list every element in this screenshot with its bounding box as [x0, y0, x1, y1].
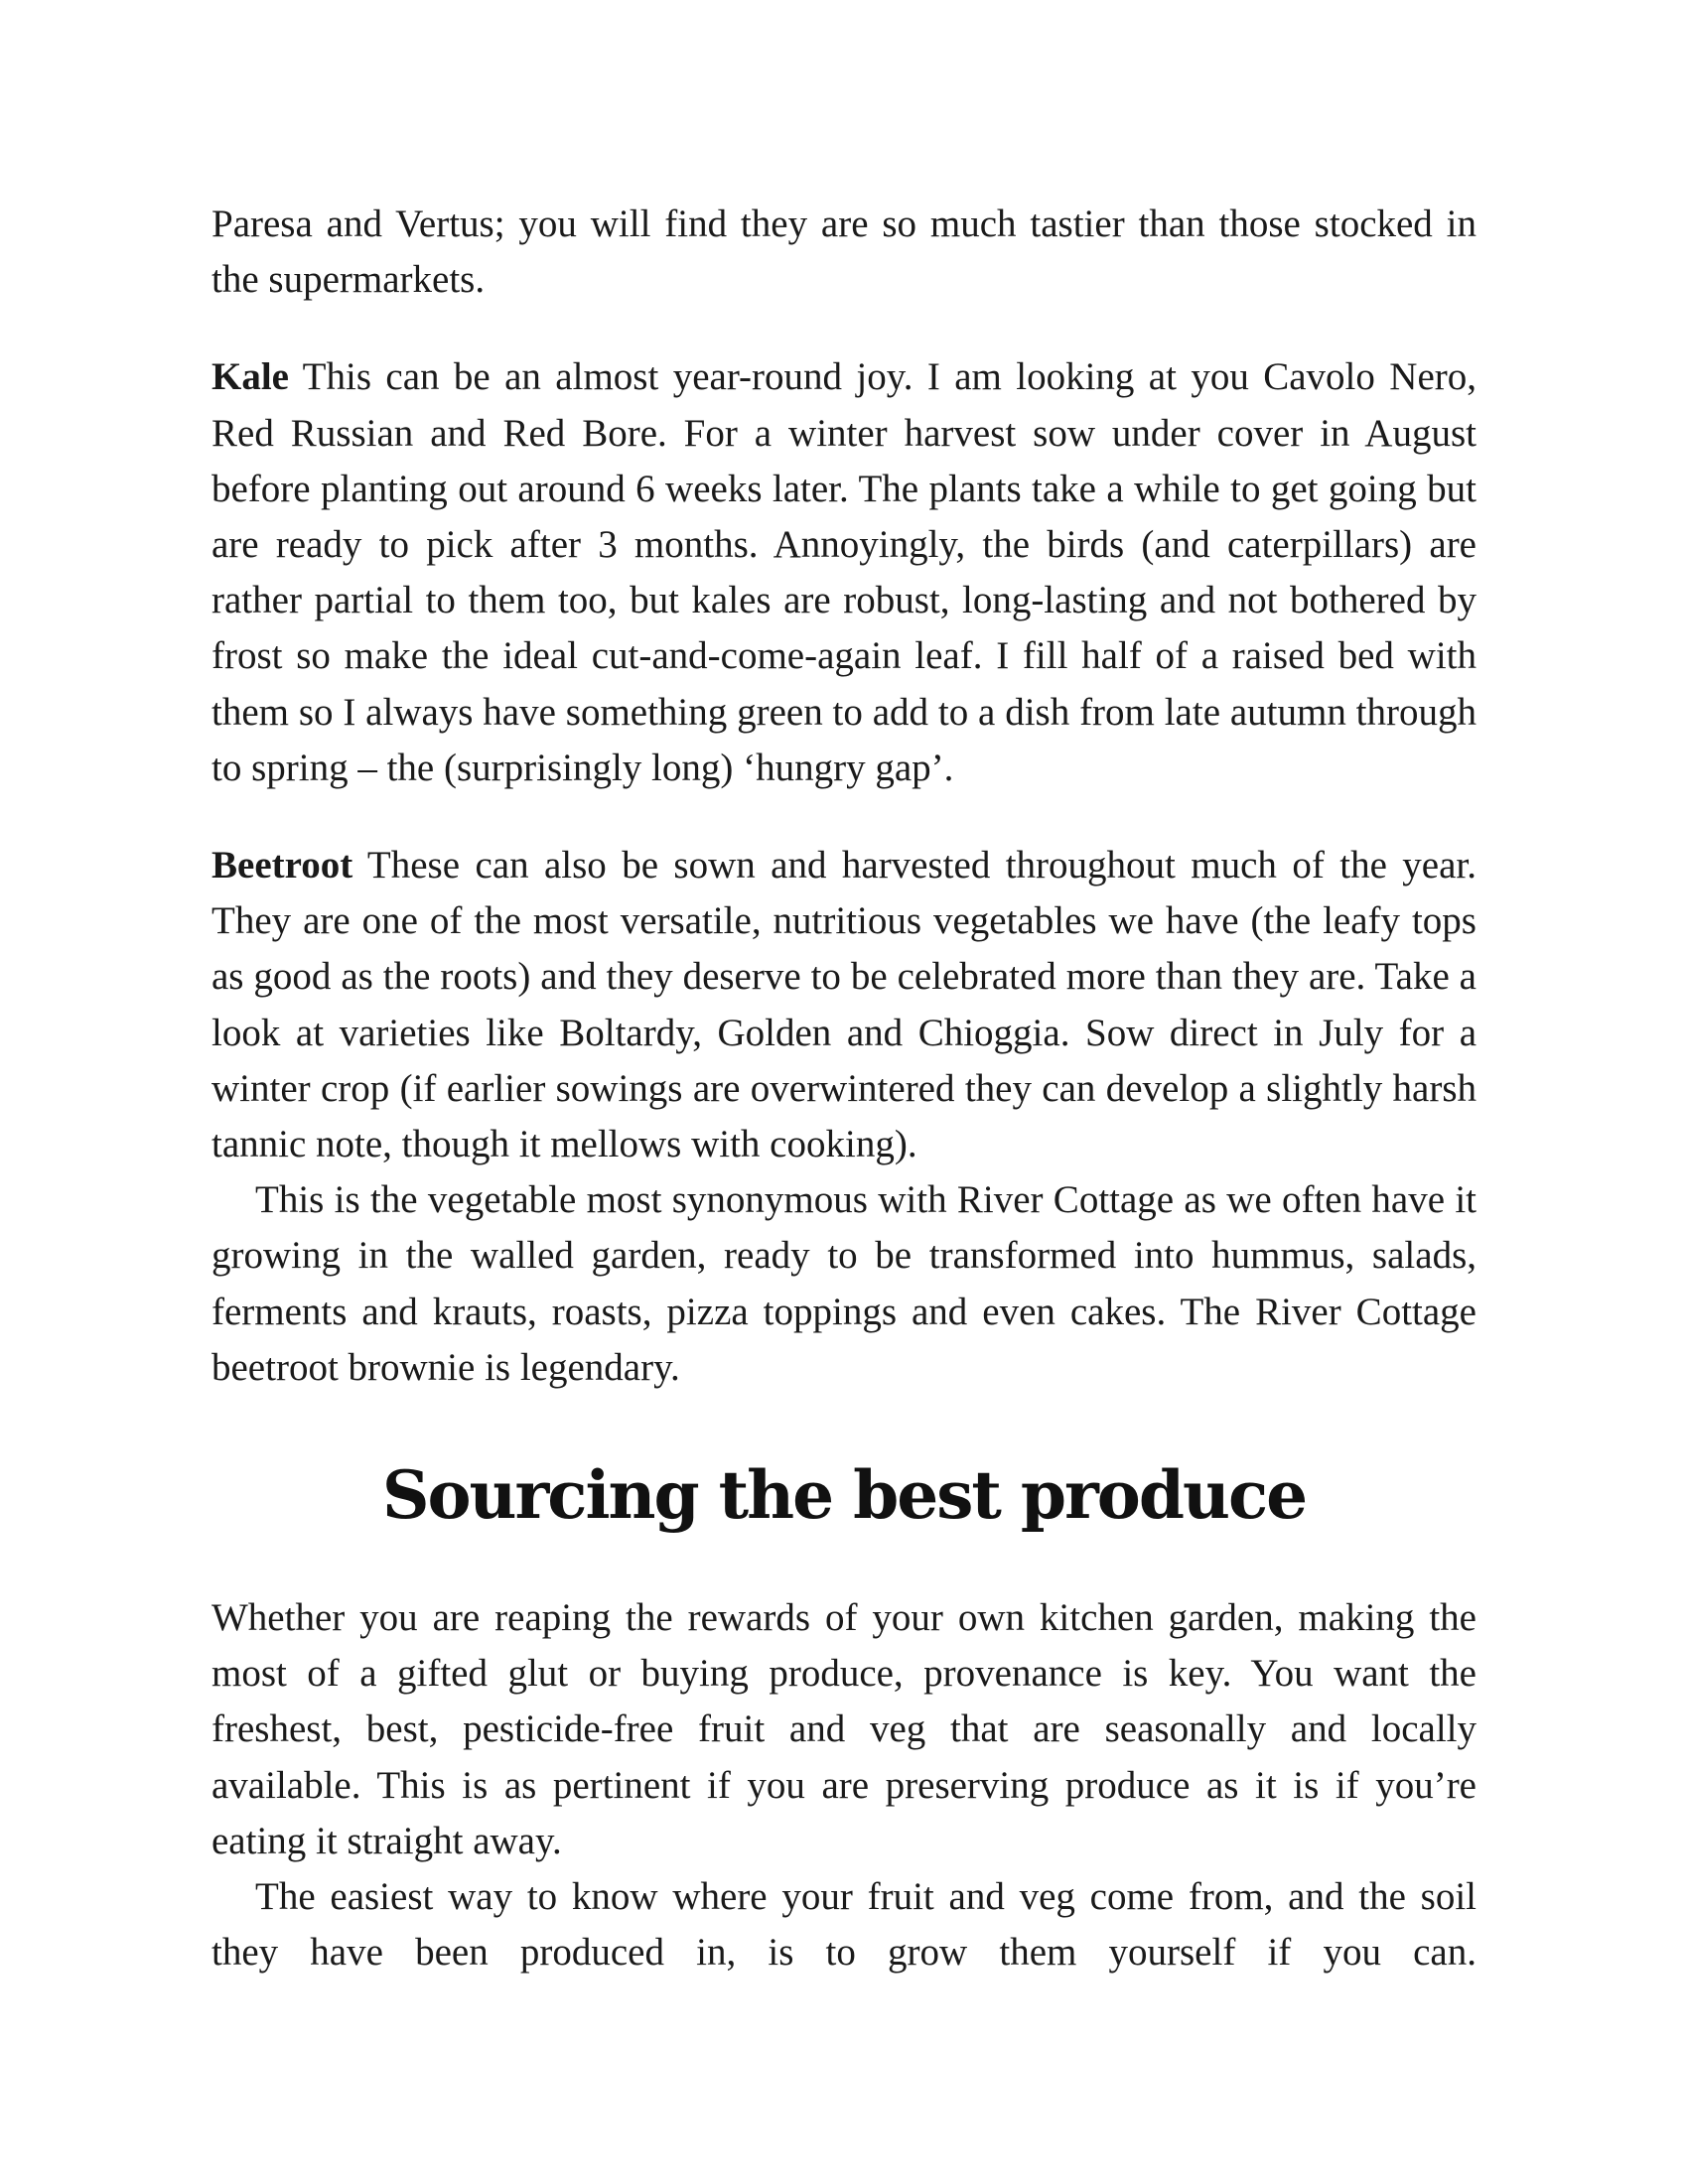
page-body [211, 197, 1477, 1980]
continuation-paragraph: Paresa and Vertus; you will find they are so much tastier than those stocked in the supermarkets. [211, 203, 1477, 302]
beetroot-more-paragraph: This is the vegetable most synonymous with River Cottage as we often have it growing in the walled garden, ready to be transformed into hummus, salads, ferments and krauts, roasts, pizza toppings and even cakes. The River Cottage beetroot brownie is legendary. [211, 1178, 1477, 1389]
beetroot-paragraph [211, 838, 1477, 1172]
beetroot-text: These can also be sown and harvested throughout much of the year. They are one of the most versatile, nutritious vegetables we have (the leafy tops as good as the roots) and they deserve to be celebrated more than they are. Take a look at varieties like Boltardy, Golden and Chioggia. Sow direct in July for a winter crop (if earlier sowings are overwintered they can develop a slightly harsh tannic note, though it mellows with cooking). [211, 844, 1477, 1166]
kale-text: This can be an almost year-round joy. I am looking at you Cavolo Nero, Red Russian and Red Bore. For a winter harvest sow under cover in August before planting out around 6 weeks later. The plants take a while to get going but are ready to pick after 3 months. Annoyingly, the birds (and caterpillars) are rather partial to them too, but kales are robust, long-lasting and not bothered by frost so make the ideal cut-and-come-again leaf. I fill half of a raised bed with them so I always have something green to add to a dish from late autumn through to spring – the (surprisingly long) ‘hungry gap’. [211, 355, 1477, 789]
kale-term: Kale [211, 355, 289, 399]
section-heading: Sourcing the best produce [381, 1456, 1307, 1535]
beetroot-term: Beetroot [211, 844, 353, 887]
sourcing-paragraph-2: The easiest way to know where your fruit and veg come from, and the soil they have been produced in, is to grow them yourself if you can. [211, 1875, 1477, 1975]
kale-paragraph [211, 349, 1477, 796]
sourcing-paragraph-1: Whether you are reaping the rewards of your own kitchen garden, making the most of a gifted glut or buying produce, provenance is key. You want the freshest, best, pesticide-free fruit and veg that are seasonally and locally available. This is as pertinent if you are preserving produce as it is if you’re eating it straight away. [211, 1596, 1477, 1862]
